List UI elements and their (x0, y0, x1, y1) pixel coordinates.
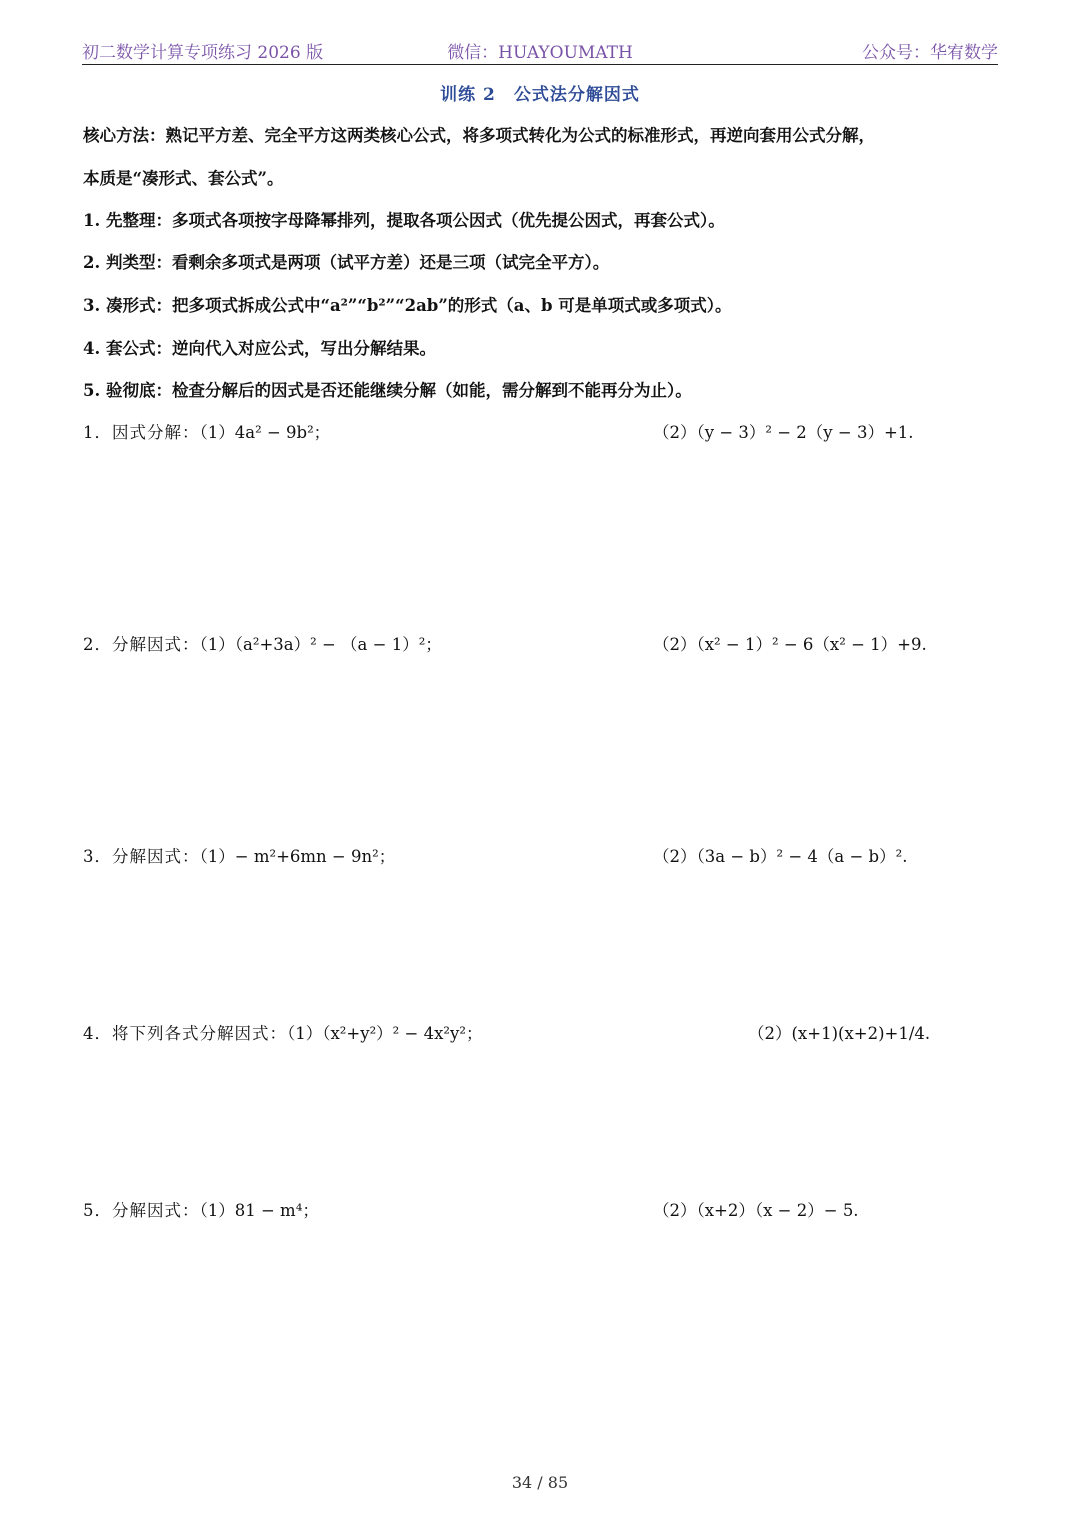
method-step-3: 3. 凑形式：把多项式拆成公式中“a²”“b²”“2ab”的形式（a、b 可是单项式或多项式）。 (83, 296, 732, 315)
question-1-label: 1．因式分解： (83, 423, 200, 442)
question-1 (83, 421, 330, 445)
page-header (82, 38, 998, 65)
method-step-2: 2. 判类型：看剩余多项式是两项（试平方差）还是三项（试完全平方）。 (83, 253, 610, 272)
header-center-text: 微信：HUAYOUMATH (447, 43, 633, 63)
question-1-part-1: （1）4a² − 9b²； (199, 423, 331, 442)
question-2 (83, 633, 442, 657)
question-4-part-2: （2）(x+1)(x+2)+1/4. (748, 1024, 931, 1043)
question-4-label: 4．将下列各式分解因式： (83, 1024, 287, 1043)
question-1-part-2: （2）（y − 3）² − 2（y − 3）+1. (653, 423, 914, 442)
question-3-part-2: （2）（3a − b）² − 4（a − b）². (653, 847, 908, 866)
question-2-part-2: （2）（x² − 1）² − 6（x² − 1）+9. (653, 635, 927, 654)
question-4 (83, 1022, 482, 1046)
question-5 (83, 1199, 319, 1223)
question-3-label: 3．分解因式： (83, 847, 200, 866)
question-3-part-1: （1）− m²+6mn − 9n²； (199, 847, 396, 866)
method-line-2: 本质是“凑形式、套公式”。 (83, 169, 284, 188)
question-4-part-1: （1）（x²+y²）² − 4x²y²； (287, 1024, 483, 1043)
question-5-part-1: （1）81 − m⁴； (199, 1201, 319, 1220)
method-step-1: 1. 先整理：多项式各项按字母降幂排列，提取各项公因式（优先提公因式，再套公式）。 (83, 211, 725, 230)
page-title: 训练 2 公式法分解因式 (440, 85, 640, 105)
method-step-5: 5. 验彻底：检查分解后的因式是否还能继续分解（如能，需分解到不能再分为止）。 (83, 381, 692, 400)
question-5-label: 5．分解因式： (83, 1201, 200, 1220)
question-2-label: 2．分解因式： (83, 635, 200, 654)
method-line-1: 核心方法：熟记平方差、完全平方这两类核心公式，将多项式转化为公式的标准形式，再逆向套用公式分解， (83, 126, 875, 145)
page-number: 34 / 85 (511, 1473, 569, 1492)
question-5-part-2: （2）（x+2）（x − 2）− 5. (653, 1201, 859, 1220)
question-3 (83, 845, 395, 869)
question-2-part-1: （1）（a²+3a）² − （a − 1）²； (199, 635, 442, 654)
header-left-text: 初二数学计算专项练习 2026 版 (82, 43, 324, 63)
header-right-text: 公众号：华宥数学 (862, 43, 998, 63)
method-step-4: 4. 套公式：逆向代入对应公式，写出分解结果。 (83, 339, 436, 358)
